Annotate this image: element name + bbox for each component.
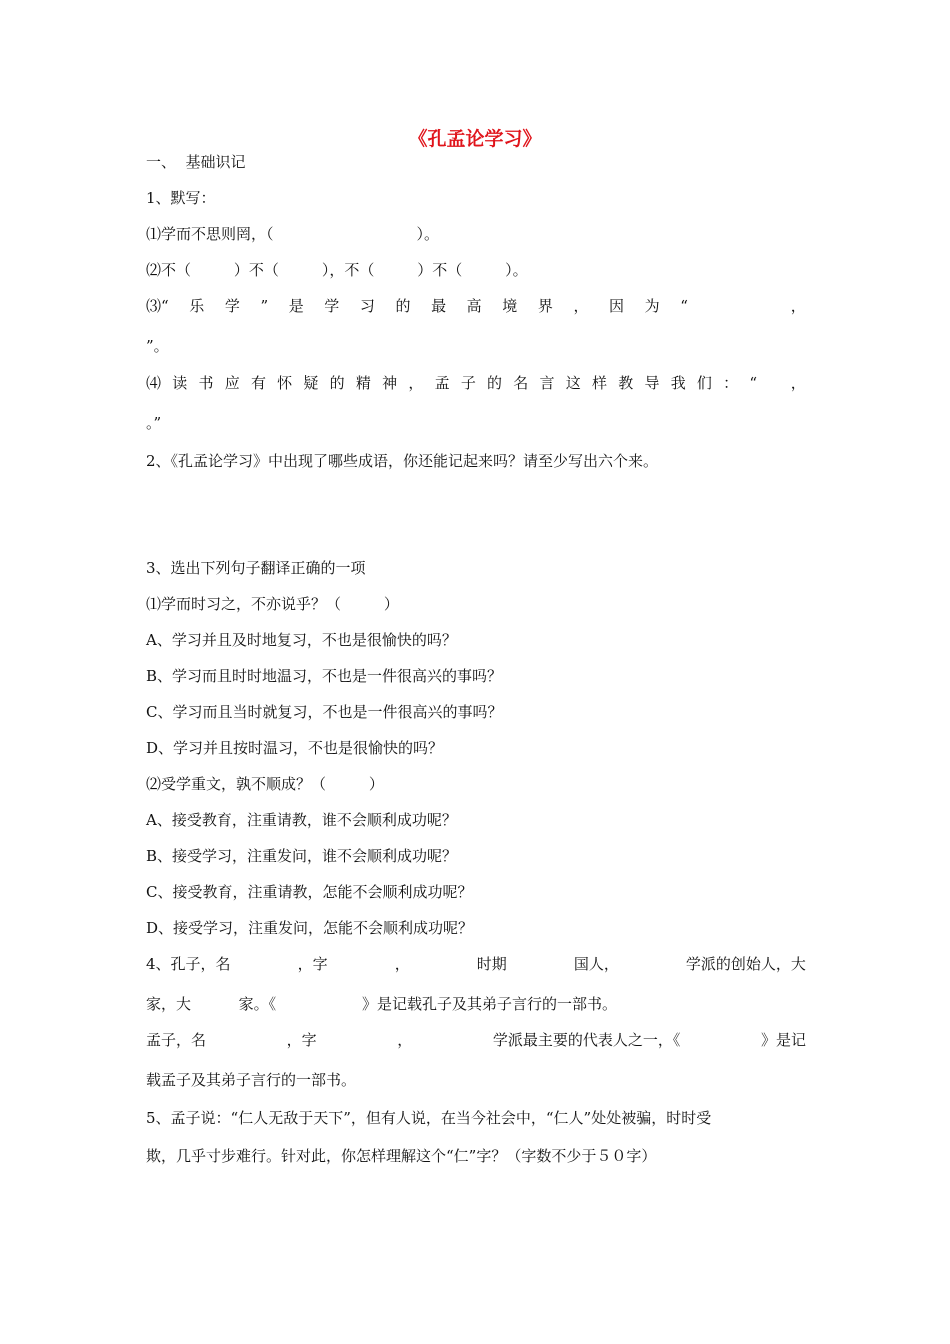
option-1b: B、学习而且时时地温习，不也是一件很高兴的事吗？ <box>146 667 503 685</box>
question-1-item-1: ⑴学而不思则罔，（ ）。 <box>146 225 440 243</box>
question-2: 2、《孔孟论学习》中出现了哪些成语，你还能记起来吗？请至少写出六个来。 <box>146 452 659 470</box>
option-2b: B、接受学习，注重发问，谁不会顺利成功呢？ <box>146 847 458 865</box>
section-heading: 一、 基础识记 <box>146 153 246 171</box>
option-1c: C、学习而且当时就复习，不也是一件很高兴的事吗？ <box>146 703 503 721</box>
question-4-line-1: 4、孔子，名 ，字 ， 时期 国人， 学派的创始人，大 <box>146 955 806 973</box>
question-1-item-3: ⑶“ 乐 学 ” 是 学 习 的 最 高 境 界 ， 因 为 “ ， <box>146 297 806 315</box>
option-2c: C、接受教育，注重请教，怎能不会顺利成功呢？ <box>146 883 473 901</box>
question-1-item-2: ⑵不（ ）不（ ），不（ ）不（ ）。 <box>146 261 528 279</box>
question-5-line-1: 5、孟子说：“仁人无敌于天下”，但有人说，在当今社会中，“仁人”处处被骗，时时受 <box>146 1109 712 1127</box>
question-4-line-2: 家，大 家。《 》是记载孔子及其弟子言行的一部书。 <box>146 995 618 1013</box>
option-1a: A、学习并且及时地复习，不也是很愉快的吗？ <box>146 631 457 649</box>
question-5-line-2: 欺，几乎寸步难行。针对此，你怎样理解这个“仁”字？（字数不少于５０字） <box>146 1147 657 1165</box>
question-3-heading: 3、选出下列句子翻译正确的一项 <box>146 559 366 577</box>
question-4-line-4: 载孟子及其弟子言行的一部书。 <box>146 1071 357 1089</box>
option-2a: A、接受教育，注重请教，谁不会顺利成功呢？ <box>146 811 457 829</box>
question-4-line-3: 孟子，名 ，字 ， 学派最主要的代表人之一，《 》是记 <box>146 1031 806 1049</box>
question-1-heading: 1、默写： <box>146 189 216 207</box>
option-1d: D、学习并且按时温习，不也是很愉快的吗？ <box>146 739 444 757</box>
document-title: 《孔孟论学习》 <box>408 128 542 150</box>
question-1-item-4: ⑷ 读 书 应 有 怀 疑 的 精 神 ， 孟 子 的 名 言 这 样 教 导 我 们 ： “ ， <box>146 374 806 392</box>
question-3-sentence-2: ⑵受学重文，孰不顺成？（ ） <box>146 775 384 793</box>
question-1-item-3-end: ”。 <box>146 337 169 355</box>
question-1-item-4-end: 。” <box>146 414 162 432</box>
question-3-sentence-1: ⑴学而时习之，不亦说乎？（ ） <box>146 595 399 613</box>
option-2d: D、接受学习，注重发问，怎能不会顺利成功呢？ <box>146 919 474 937</box>
